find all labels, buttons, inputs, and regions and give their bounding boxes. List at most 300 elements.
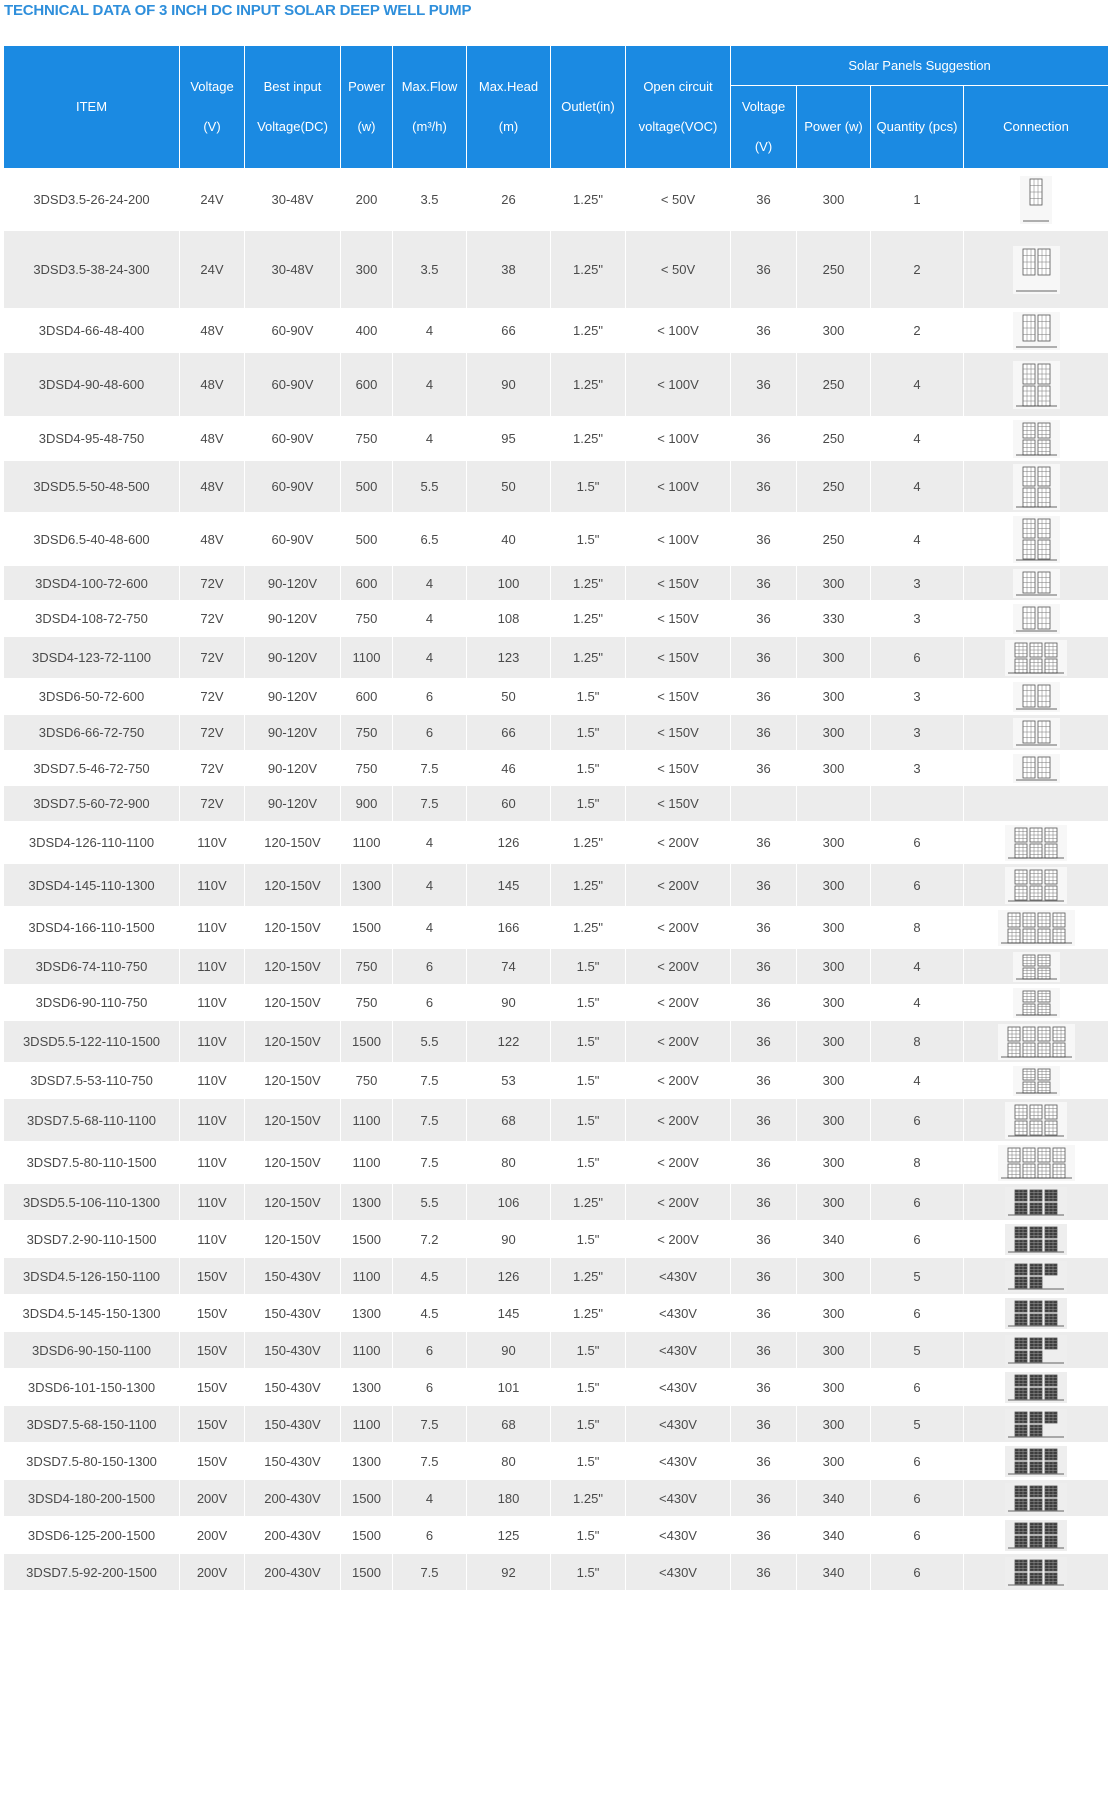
sp-power-cell: 300 xyxy=(797,1258,871,1295)
max-head-cell: 180 xyxy=(467,1480,551,1517)
voc-cell: < 200V xyxy=(626,1099,731,1142)
table-row xyxy=(4,231,1109,309)
max-flow-cell: 4 xyxy=(393,309,467,353)
header-voltage-label: Voltage xyxy=(190,79,234,94)
solar-panel-icon xyxy=(1015,1105,1027,1119)
best-input-cell: 30-48V xyxy=(245,169,341,231)
sp-voltage-cell: 36 xyxy=(731,985,797,1021)
max-flow-cell: 4 xyxy=(393,353,467,417)
max-head-cell: 74 xyxy=(467,949,551,985)
sp-quantity-cell: 6 xyxy=(871,1480,964,1517)
max-flow-cell: 7.5 xyxy=(393,1142,467,1184)
outlet-cell: 1.25" xyxy=(551,231,626,309)
connection-cell xyxy=(964,1063,1109,1099)
solar-panel-connection-icon xyxy=(1005,1261,1067,1292)
item-cell: 3DSD6-101-150-1300 xyxy=(4,1369,180,1406)
solar-panel-icon xyxy=(1015,886,1027,900)
sp-power-cell: 250 xyxy=(797,461,871,513)
max-head-cell: 68 xyxy=(467,1406,551,1443)
voltage-cell: 72V xyxy=(180,751,245,786)
max-head-cell: 90 xyxy=(467,1221,551,1258)
solar-panel-icon xyxy=(1015,1388,1027,1399)
power-cell: 1500 xyxy=(341,1480,393,1517)
max-flow-cell: 4 xyxy=(393,566,467,601)
sp-power-cell: 330 xyxy=(797,601,871,637)
outlet-cell: 1.25" xyxy=(551,1480,626,1517)
voc-cell: < 150V xyxy=(626,786,731,822)
solar-panel-icon xyxy=(1023,1164,1035,1178)
solar-panel-icon xyxy=(1030,1523,1042,1534)
voltage-cell: 110V xyxy=(180,985,245,1021)
voc-cell: < 150V xyxy=(626,566,731,601)
solar-panel-icon xyxy=(1030,870,1042,884)
outlet-cell: 1.25" xyxy=(551,309,626,353)
sp-quantity-cell: 1 xyxy=(871,169,964,231)
max-head-cell: 66 xyxy=(467,309,551,353)
voc-cell: < 100V xyxy=(626,417,731,461)
voc-cell: < 150V xyxy=(626,679,731,715)
max-head-cell: 122 xyxy=(467,1021,551,1063)
solar-panel-icon xyxy=(1015,1425,1027,1436)
sp-voltage-cell: 36 xyxy=(731,1258,797,1295)
solar-panel-icon xyxy=(1045,1264,1057,1275)
max-head-cell: 66 xyxy=(467,715,551,751)
solar-panel-icon xyxy=(1038,488,1050,507)
solar-panel-icon xyxy=(1053,913,1065,927)
best-input-cell: 150-430V xyxy=(245,1406,341,1443)
solar-panel-connection-icon xyxy=(1013,682,1060,712)
power-cell: 1100 xyxy=(341,1258,393,1295)
item-cell: 3DSD6.5-40-48-600 xyxy=(4,513,180,566)
header-voltage-unit: (V) xyxy=(203,119,221,134)
item-cell: 3DSD3.5-26-24-200 xyxy=(4,169,180,231)
solar-panel-icon xyxy=(1015,1462,1027,1473)
connection-cell xyxy=(964,231,1109,309)
voltage-cell: 110V xyxy=(180,949,245,985)
sp-power-cell: 300 xyxy=(797,907,871,949)
sp-voltage-cell: 36 xyxy=(731,1332,797,1369)
max-flow-cell: 4 xyxy=(393,1480,467,1517)
solar-panel-icon xyxy=(1030,886,1042,900)
solar-panel-icon xyxy=(1045,828,1057,842)
max-head-cell: 100 xyxy=(467,566,551,601)
item-cell: 3DSD6-74-110-750 xyxy=(4,949,180,985)
item-cell: 3DSD6-90-150-1100 xyxy=(4,1332,180,1369)
sp-voltage-cell: 36 xyxy=(731,949,797,985)
solar-panel-icon xyxy=(1038,1082,1050,1093)
solar-panel-icon xyxy=(1030,1314,1042,1325)
solar-panel-icon xyxy=(1038,467,1050,486)
sp-power-cell: 300 xyxy=(797,1406,871,1443)
header-spacer xyxy=(469,96,548,118)
voltage-cell: 150V xyxy=(180,1332,245,1369)
max-head-cell: 126 xyxy=(467,1258,551,1295)
best-input-cell: 90-120V xyxy=(245,637,341,679)
best-input-cell: 120-150V xyxy=(245,864,341,907)
voltage-cell: 150V xyxy=(180,1295,245,1332)
table-row xyxy=(4,637,1109,679)
solar-panel-connection-icon xyxy=(1013,361,1060,409)
table-row xyxy=(4,1021,1109,1063)
sp-power-cell: 300 xyxy=(797,1295,871,1332)
solar-panel-icon xyxy=(1023,249,1035,275)
solar-panel-icon xyxy=(1045,1105,1057,1119)
header-power-label: Power xyxy=(348,79,385,94)
solar-panel-icon xyxy=(1038,685,1050,707)
sp-power-cell: 300 xyxy=(797,637,871,679)
solar-panel-icon xyxy=(1023,572,1035,593)
item-cell: 3DSD4-145-110-1300 xyxy=(4,864,180,907)
sp-voltage-cell: 36 xyxy=(731,417,797,461)
max-head-cell: 95 xyxy=(467,417,551,461)
max-head-cell: 40 xyxy=(467,513,551,566)
sp-power-cell: 300 xyxy=(797,1332,871,1369)
solar-panel-icon xyxy=(1045,1314,1057,1325)
item-cell: 3DSD4-108-72-750 xyxy=(4,601,180,637)
table-row xyxy=(4,1258,1109,1295)
max-flow-cell: 4.5 xyxy=(393,1258,467,1295)
connection-cell xyxy=(964,309,1109,353)
solar-panel-icon xyxy=(1015,643,1027,657)
solar-panel-icon xyxy=(1038,386,1050,406)
solar-panel-icon xyxy=(1023,929,1035,943)
header-outlet: Outlet(in) xyxy=(551,46,626,169)
solar-panel-connection-icon xyxy=(1005,1224,1067,1255)
sp-voltage-cell: 36 xyxy=(731,1406,797,1443)
outlet-cell: 1.25" xyxy=(551,637,626,679)
power-cell: 750 xyxy=(341,601,393,637)
outlet-cell: 1.25" xyxy=(551,907,626,949)
solar-panel-connection-icon xyxy=(1013,718,1060,748)
sp-voltage-cell: 36 xyxy=(731,1554,797,1591)
best-input-cell: 60-90V xyxy=(245,353,341,417)
solar-panel-icon xyxy=(1015,1375,1027,1386)
solar-panel-icon xyxy=(1030,1301,1042,1312)
max-flow-cell: 6 xyxy=(393,1369,467,1406)
best-input-cell: 120-150V xyxy=(245,907,341,949)
outlet-cell: 1.25" xyxy=(551,417,626,461)
sp-quantity-cell: 4 xyxy=(871,985,964,1021)
connection-cell xyxy=(964,679,1109,715)
solar-panel-icon xyxy=(1030,1351,1042,1362)
solar-panel-icon xyxy=(1023,519,1035,538)
solar-panel-icon xyxy=(1015,1301,1027,1312)
connection-cell xyxy=(964,169,1109,231)
item-cell: 3DSD4-180-200-1500 xyxy=(4,1480,180,1517)
table-row xyxy=(4,1184,1109,1221)
solar-panel-icon xyxy=(1015,1227,1027,1238)
solar-panel-icon xyxy=(1045,1499,1057,1510)
solar-panel-icon xyxy=(1015,1560,1027,1571)
solar-panel-connection-icon xyxy=(1005,1520,1067,1551)
max-flow-cell: 6 xyxy=(393,715,467,751)
connection-cell xyxy=(964,417,1109,461)
sp-quantity-cell: 6 xyxy=(871,1369,964,1406)
sp-power-cell: 300 xyxy=(797,309,871,353)
max-head-cell: 80 xyxy=(467,1142,551,1184)
solar-panel-connection-icon xyxy=(1005,1446,1067,1477)
solar-panel-icon xyxy=(1030,844,1042,858)
power-cell: 1100 xyxy=(341,1142,393,1184)
solar-panel-icon xyxy=(1030,1338,1042,1349)
item-cell: 3DSD7.5-53-110-750 xyxy=(4,1063,180,1099)
header-sp-power: Power (w) xyxy=(797,86,871,169)
table-row xyxy=(4,1221,1109,1258)
best-input-cell: 60-90V xyxy=(245,461,341,513)
best-input-cell: 150-430V xyxy=(245,1332,341,1369)
max-flow-cell: 7.5 xyxy=(393,1554,467,1591)
solar-panel-icon xyxy=(1023,1027,1035,1041)
outlet-cell: 1.25" xyxy=(551,1258,626,1295)
outlet-cell: 1.5" xyxy=(551,1221,626,1258)
solar-panel-icon xyxy=(1023,1082,1035,1093)
sp-voltage-cell: 36 xyxy=(731,679,797,715)
power-cell: 1500 xyxy=(341,1554,393,1591)
solar-panel-icon xyxy=(1015,1277,1027,1288)
connection-cell xyxy=(964,949,1109,985)
best-input-cell: 90-120V xyxy=(245,786,341,822)
outlet-cell: 1.5" xyxy=(551,985,626,1021)
solar-panel-icon xyxy=(1045,1301,1057,1312)
item-cell: 3DSD4-166-110-1500 xyxy=(4,907,180,949)
max-flow-cell: 4 xyxy=(393,864,467,907)
sp-quantity-cell: 6 xyxy=(871,637,964,679)
solar-panel-icon xyxy=(1030,1412,1042,1423)
header-max-head-label: Max.Head xyxy=(478,79,539,94)
max-flow-cell: 7.5 xyxy=(393,1443,467,1480)
solar-panel-icon xyxy=(1038,968,1050,979)
max-head-cell: 92 xyxy=(467,1554,551,1591)
connection-cell xyxy=(964,751,1109,786)
connection-cell xyxy=(964,461,1109,513)
outlet-cell: 1.5" xyxy=(551,1142,626,1184)
power-cell: 600 xyxy=(341,566,393,601)
spec-table xyxy=(3,45,1109,1591)
connection-cell xyxy=(964,1021,1109,1063)
sp-voltage-cell: 36 xyxy=(731,1142,797,1184)
outlet-cell: 1.5" xyxy=(551,1554,626,1591)
max-flow-cell: 6 xyxy=(393,949,467,985)
voltage-cell: 150V xyxy=(180,1443,245,1480)
solar-panel-connection-icon xyxy=(1013,988,1060,1018)
solar-panel-icon xyxy=(1045,1523,1057,1534)
best-input-cell: 120-150V xyxy=(245,1221,341,1258)
max-flow-cell: 3.5 xyxy=(393,231,467,309)
solar-panel-icon xyxy=(1008,1043,1020,1057)
connection-cell xyxy=(964,353,1109,417)
voltage-cell: 110V xyxy=(180,1221,245,1258)
connection-cell xyxy=(964,1480,1109,1517)
table-row xyxy=(4,822,1109,864)
sp-power-cell: 250 xyxy=(797,231,871,309)
voltage-cell: 110V xyxy=(180,1099,245,1142)
item-cell: 3DSD7.5-68-110-1100 xyxy=(4,1099,180,1142)
best-input-cell: 120-150V xyxy=(245,1021,341,1063)
solar-panel-connection-icon xyxy=(998,910,1075,946)
sp-quantity-cell: 3 xyxy=(871,679,964,715)
sp-voltage-cell: 36 xyxy=(731,353,797,417)
solar-panel-icon xyxy=(1053,1027,1065,1041)
max-flow-cell: 6.5 xyxy=(393,513,467,566)
sp-quantity-cell: 6 xyxy=(871,1221,964,1258)
header-spacer xyxy=(733,116,794,138)
max-head-cell: 53 xyxy=(467,1063,551,1099)
header-max-flow-unit: (m³/h) xyxy=(412,119,447,134)
connection-cell xyxy=(964,1443,1109,1480)
power-cell: 1100 xyxy=(341,1406,393,1443)
max-flow-cell: 4 xyxy=(393,907,467,949)
header-voltage xyxy=(180,46,245,169)
sp-power-cell: 300 xyxy=(797,1443,871,1480)
header-max-head-unit: (m) xyxy=(498,119,519,134)
voc-cell: < 200V xyxy=(626,1142,731,1184)
power-cell: 750 xyxy=(341,751,393,786)
sp-power-cell: 340 xyxy=(797,1554,871,1591)
max-flow-cell: 4 xyxy=(393,637,467,679)
solar-panel-icon xyxy=(1045,1486,1057,1497)
connection-cell xyxy=(964,513,1109,566)
connection-cell xyxy=(964,1099,1109,1142)
max-flow-cell: 7.5 xyxy=(393,1406,467,1443)
outlet-cell: 1.5" xyxy=(551,1443,626,1480)
spec-table-wrapper xyxy=(3,45,1108,1591)
max-flow-cell: 4 xyxy=(393,601,467,637)
solar-panel-icon xyxy=(1008,1164,1020,1178)
max-flow-cell: 6 xyxy=(393,985,467,1021)
voc-cell: <430V xyxy=(626,1517,731,1554)
max-flow-cell: 7.2 xyxy=(393,1221,467,1258)
solar-panel-icon xyxy=(1030,1240,1042,1251)
solar-panel-icon xyxy=(1038,364,1050,384)
voc-cell: < 200V xyxy=(626,1063,731,1099)
solar-panel-connection-icon xyxy=(1005,1483,1067,1514)
voltage-cell: 48V xyxy=(180,513,245,566)
solar-panel-icon xyxy=(1038,440,1050,455)
voltage-cell: 48V xyxy=(180,461,245,513)
solar-panel-icon xyxy=(1053,1043,1065,1057)
header-open-circuit-unit: voltage(VOC) xyxy=(638,119,718,134)
power-cell: 1300 xyxy=(341,1369,393,1406)
table-row xyxy=(4,309,1109,353)
max-head-cell: 60 xyxy=(467,786,551,822)
solar-panel-icon xyxy=(1015,870,1027,884)
sp-quantity-cell: 3 xyxy=(871,715,964,751)
outlet-cell: 1.25" xyxy=(551,864,626,907)
sp-quantity-cell: 5 xyxy=(871,1332,964,1369)
power-cell: 750 xyxy=(341,715,393,751)
table-row xyxy=(4,1142,1109,1184)
solar-panel-connection-icon xyxy=(1005,867,1067,904)
sp-power-cell: 250 xyxy=(797,353,871,417)
outlet-cell: 1.25" xyxy=(551,601,626,637)
max-head-cell: 101 xyxy=(467,1369,551,1406)
solar-panel-icon xyxy=(1015,1121,1027,1135)
connection-cell xyxy=(964,601,1109,637)
best-input-cell: 200-430V xyxy=(245,1554,341,1591)
voltage-cell: 24V xyxy=(180,169,245,231)
sp-voltage-cell: 36 xyxy=(731,1369,797,1406)
solar-panel-icon xyxy=(1023,423,1035,438)
voc-cell: <430V xyxy=(626,1369,731,1406)
voltage-cell: 72V xyxy=(180,566,245,601)
best-input-cell: 120-150V xyxy=(245,949,341,985)
solar-panel-icon xyxy=(1038,929,1050,943)
sp-power-cell xyxy=(797,786,871,822)
item-cell: 3DSD4-123-72-1100 xyxy=(4,637,180,679)
sp-power-cell: 300 xyxy=(797,1063,871,1099)
power-cell: 1100 xyxy=(341,637,393,679)
voc-cell: < 200V xyxy=(626,1221,731,1258)
sp-power-cell: 300 xyxy=(797,1184,871,1221)
voc-cell: < 200V xyxy=(626,822,731,864)
item-cell: 3DSD4-126-110-1100 xyxy=(4,822,180,864)
header-best-input-unit: Voltage(DC) xyxy=(257,119,328,134)
solar-panel-icon xyxy=(1030,1388,1042,1399)
solar-panel-icon xyxy=(1008,929,1020,943)
header-item: ITEM xyxy=(4,46,180,169)
item-cell: 3DSD5.5-106-110-1300 xyxy=(4,1184,180,1221)
solar-panel-icon xyxy=(1030,1425,1042,1436)
voltage-cell: 72V xyxy=(180,601,245,637)
best-input-cell: 120-150V xyxy=(245,1142,341,1184)
solar-panel-icon xyxy=(1045,870,1057,884)
sp-quantity-cell: 8 xyxy=(871,1021,964,1063)
solar-panel-icon xyxy=(1030,1264,1042,1275)
table-row xyxy=(4,1480,1109,1517)
voltage-cell: 110V xyxy=(180,907,245,949)
solar-panel-icon xyxy=(1045,1240,1057,1251)
table-row xyxy=(4,1443,1109,1480)
voc-cell: <430V xyxy=(626,1258,731,1295)
item-cell: 3DSD5.5-122-110-1500 xyxy=(4,1021,180,1063)
voltage-cell: 72V xyxy=(180,679,245,715)
voc-cell: <430V xyxy=(626,1406,731,1443)
power-cell: 1300 xyxy=(341,1184,393,1221)
power-cell: 1300 xyxy=(341,864,393,907)
solar-panel-icon xyxy=(1045,1375,1057,1386)
connection-cell xyxy=(964,1258,1109,1295)
solar-panel-connection-icon xyxy=(1005,640,1067,676)
voc-cell: < 150V xyxy=(626,601,731,637)
voltage-cell: 110V xyxy=(180,1184,245,1221)
solar-panel-icon xyxy=(1045,659,1057,673)
sp-voltage-cell: 36 xyxy=(731,1063,797,1099)
solar-panel-icon xyxy=(1038,249,1050,275)
solar-panel-icon xyxy=(1030,1121,1042,1135)
sp-power-cell: 300 xyxy=(797,985,871,1021)
sp-quantity-cell: 6 xyxy=(871,1295,964,1332)
voc-cell: < 50V xyxy=(626,169,731,231)
connection-cell xyxy=(964,822,1109,864)
power-cell: 200 xyxy=(341,169,393,231)
header-max-flow-label: Max.Flow xyxy=(401,79,458,94)
max-head-cell: 106 xyxy=(467,1184,551,1221)
item-cell: 3DSD4-100-72-600 xyxy=(4,566,180,601)
voltage-cell: 110V xyxy=(180,822,245,864)
solar-panel-icon xyxy=(1038,540,1050,559)
power-cell: 600 xyxy=(341,679,393,715)
power-cell: 1500 xyxy=(341,1517,393,1554)
sp-quantity-cell: 5 xyxy=(871,1258,964,1295)
power-cell: 750 xyxy=(341,417,393,461)
sp-voltage-cell: 36 xyxy=(731,1480,797,1517)
best-input-cell: 120-150V xyxy=(245,1099,341,1142)
connection-cell xyxy=(964,1184,1109,1221)
max-head-cell: 166 xyxy=(467,907,551,949)
max-flow-cell: 5.5 xyxy=(393,1184,467,1221)
voc-cell: <430V xyxy=(626,1295,731,1332)
solar-panel-icon xyxy=(1038,1043,1050,1057)
